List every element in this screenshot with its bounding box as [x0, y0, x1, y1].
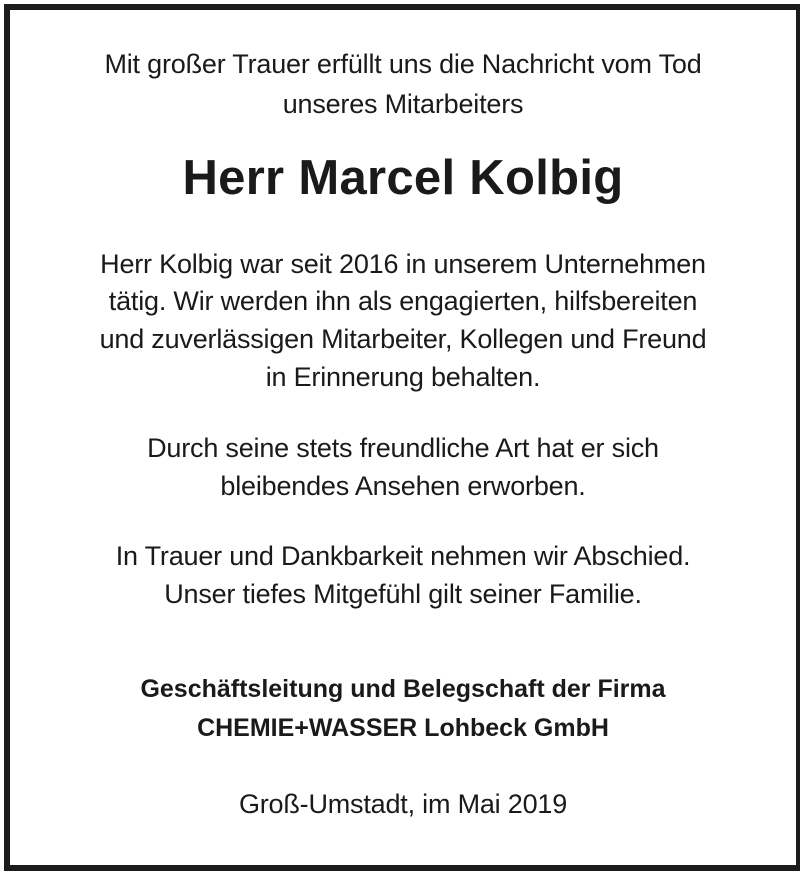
signature-line-1: Geschäftsleitung und Belegschaft der Firma [140, 675, 666, 703]
paragraph1-line-3: und zuverlässigen Mitarbeiter, Kollegen und Freund [99, 324, 707, 354]
paragraph3-line-2: Unser tiefes Mitgefühl gilt seiner Familie. [164, 579, 642, 609]
signature-company: CHEMIE+WASSER Lohbeck GmbH [197, 714, 609, 742]
intro-line-1: Mit großer Trauer erfüllt uns die Nachricht vom Tod [104, 49, 702, 79]
place-and-date: Groß-Umstadt, im Mai 2019 [238, 789, 568, 819]
paragraph2-line-2: bleibendes Ansehen erworben. [220, 471, 586, 501]
paragraph1-line-4: in Erinnerung behalten. [265, 362, 541, 392]
paragraph3-line-1: In Trauer und Dankbarkeit nehmen wir Abschied. [115, 541, 691, 571]
paragraph1-line-1: Herr Kolbig war seit 2016 in unserem Unternehmen [100, 249, 706, 279]
paragraph2-line-1: Durch seine stets freundliche Art hat er sich [147, 433, 659, 463]
obituary-notice-frame [4, 4, 800, 871]
paragraph1-line-2: tätig. Wir werden ihn als engagierten, hilfsbereiten [108, 286, 698, 316]
intro-line-2: unseres Mitarbeiters [282, 89, 524, 119]
deceased-name: Herr Marcel Kolbig [182, 151, 624, 205]
